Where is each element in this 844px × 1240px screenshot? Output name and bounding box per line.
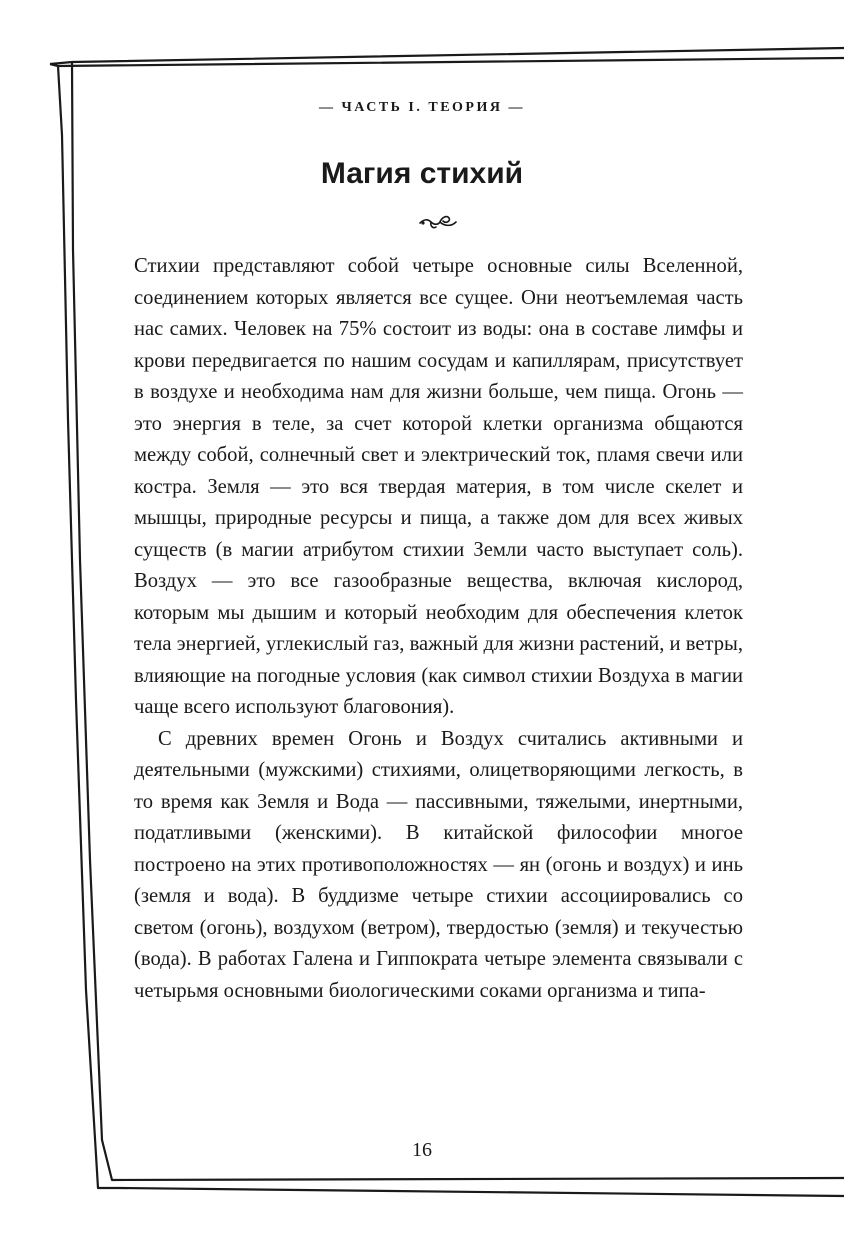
page-number: 16 [412,1139,432,1161]
paragraph: С древних времен Огонь и Воздух считались активными и деятельными (мужскими) стихиями, олицетворяющими легкость, в то время как Земля и Вода — пассивными, тяжелыми, инертными, податливыми (женскими). В китайской философии многое построено на этих противоположностях — ян (огонь и воздух) и инь (земля и вода). В буддизме четыре стихии ассоциировались со светом (огонь), воздухом (ветром), твердостью (земля) и текучестью (вода). В работах Галена и Гиппократа четыре элемента связывали с четырьмя основными биологическими соками организма и типа- [134,727,743,1002]
paragraph: Стихии представляют собой четыре основные силы Вселенной, соединением которых является все сущее. Они неотъемлемая часть нас самих. Человек на 75% состоит из воды: она в составе лимфы и крови передвигается по нашим сосудам и капиллярам, присутствует в воздухе и необходима нам для жизни больше, чем пища. Огонь — это энергия в теле, за счет которой клетки организма общаются между собой, солнечный свет и электрический ток, пламя свечи или костра. Земля — это вся твердая материя, в том числе скелет и мышцы, природные ресурсы и пища, а также дом для всех живых существ (в магии атрибутом стихии Земли часто выступает соль). Воздух — это все газообразные вещества, включая кислород, которым мы дышим и который необходим для обеспечения клеток тела энергией, углекислый газ, важный для жизни растений, и ветры, влияющие на погодные условия (как символ стихии Воздуха в магии чаще всего используют благовония). [134,255,743,718]
running-head: — ЧАСТЬ I. ТЕОРИЯ — [319,100,525,115]
body-text [134,251,743,1007]
flourish-ornament-icon [418,209,460,235]
chapter-title: Магия стихий [320,157,524,190]
